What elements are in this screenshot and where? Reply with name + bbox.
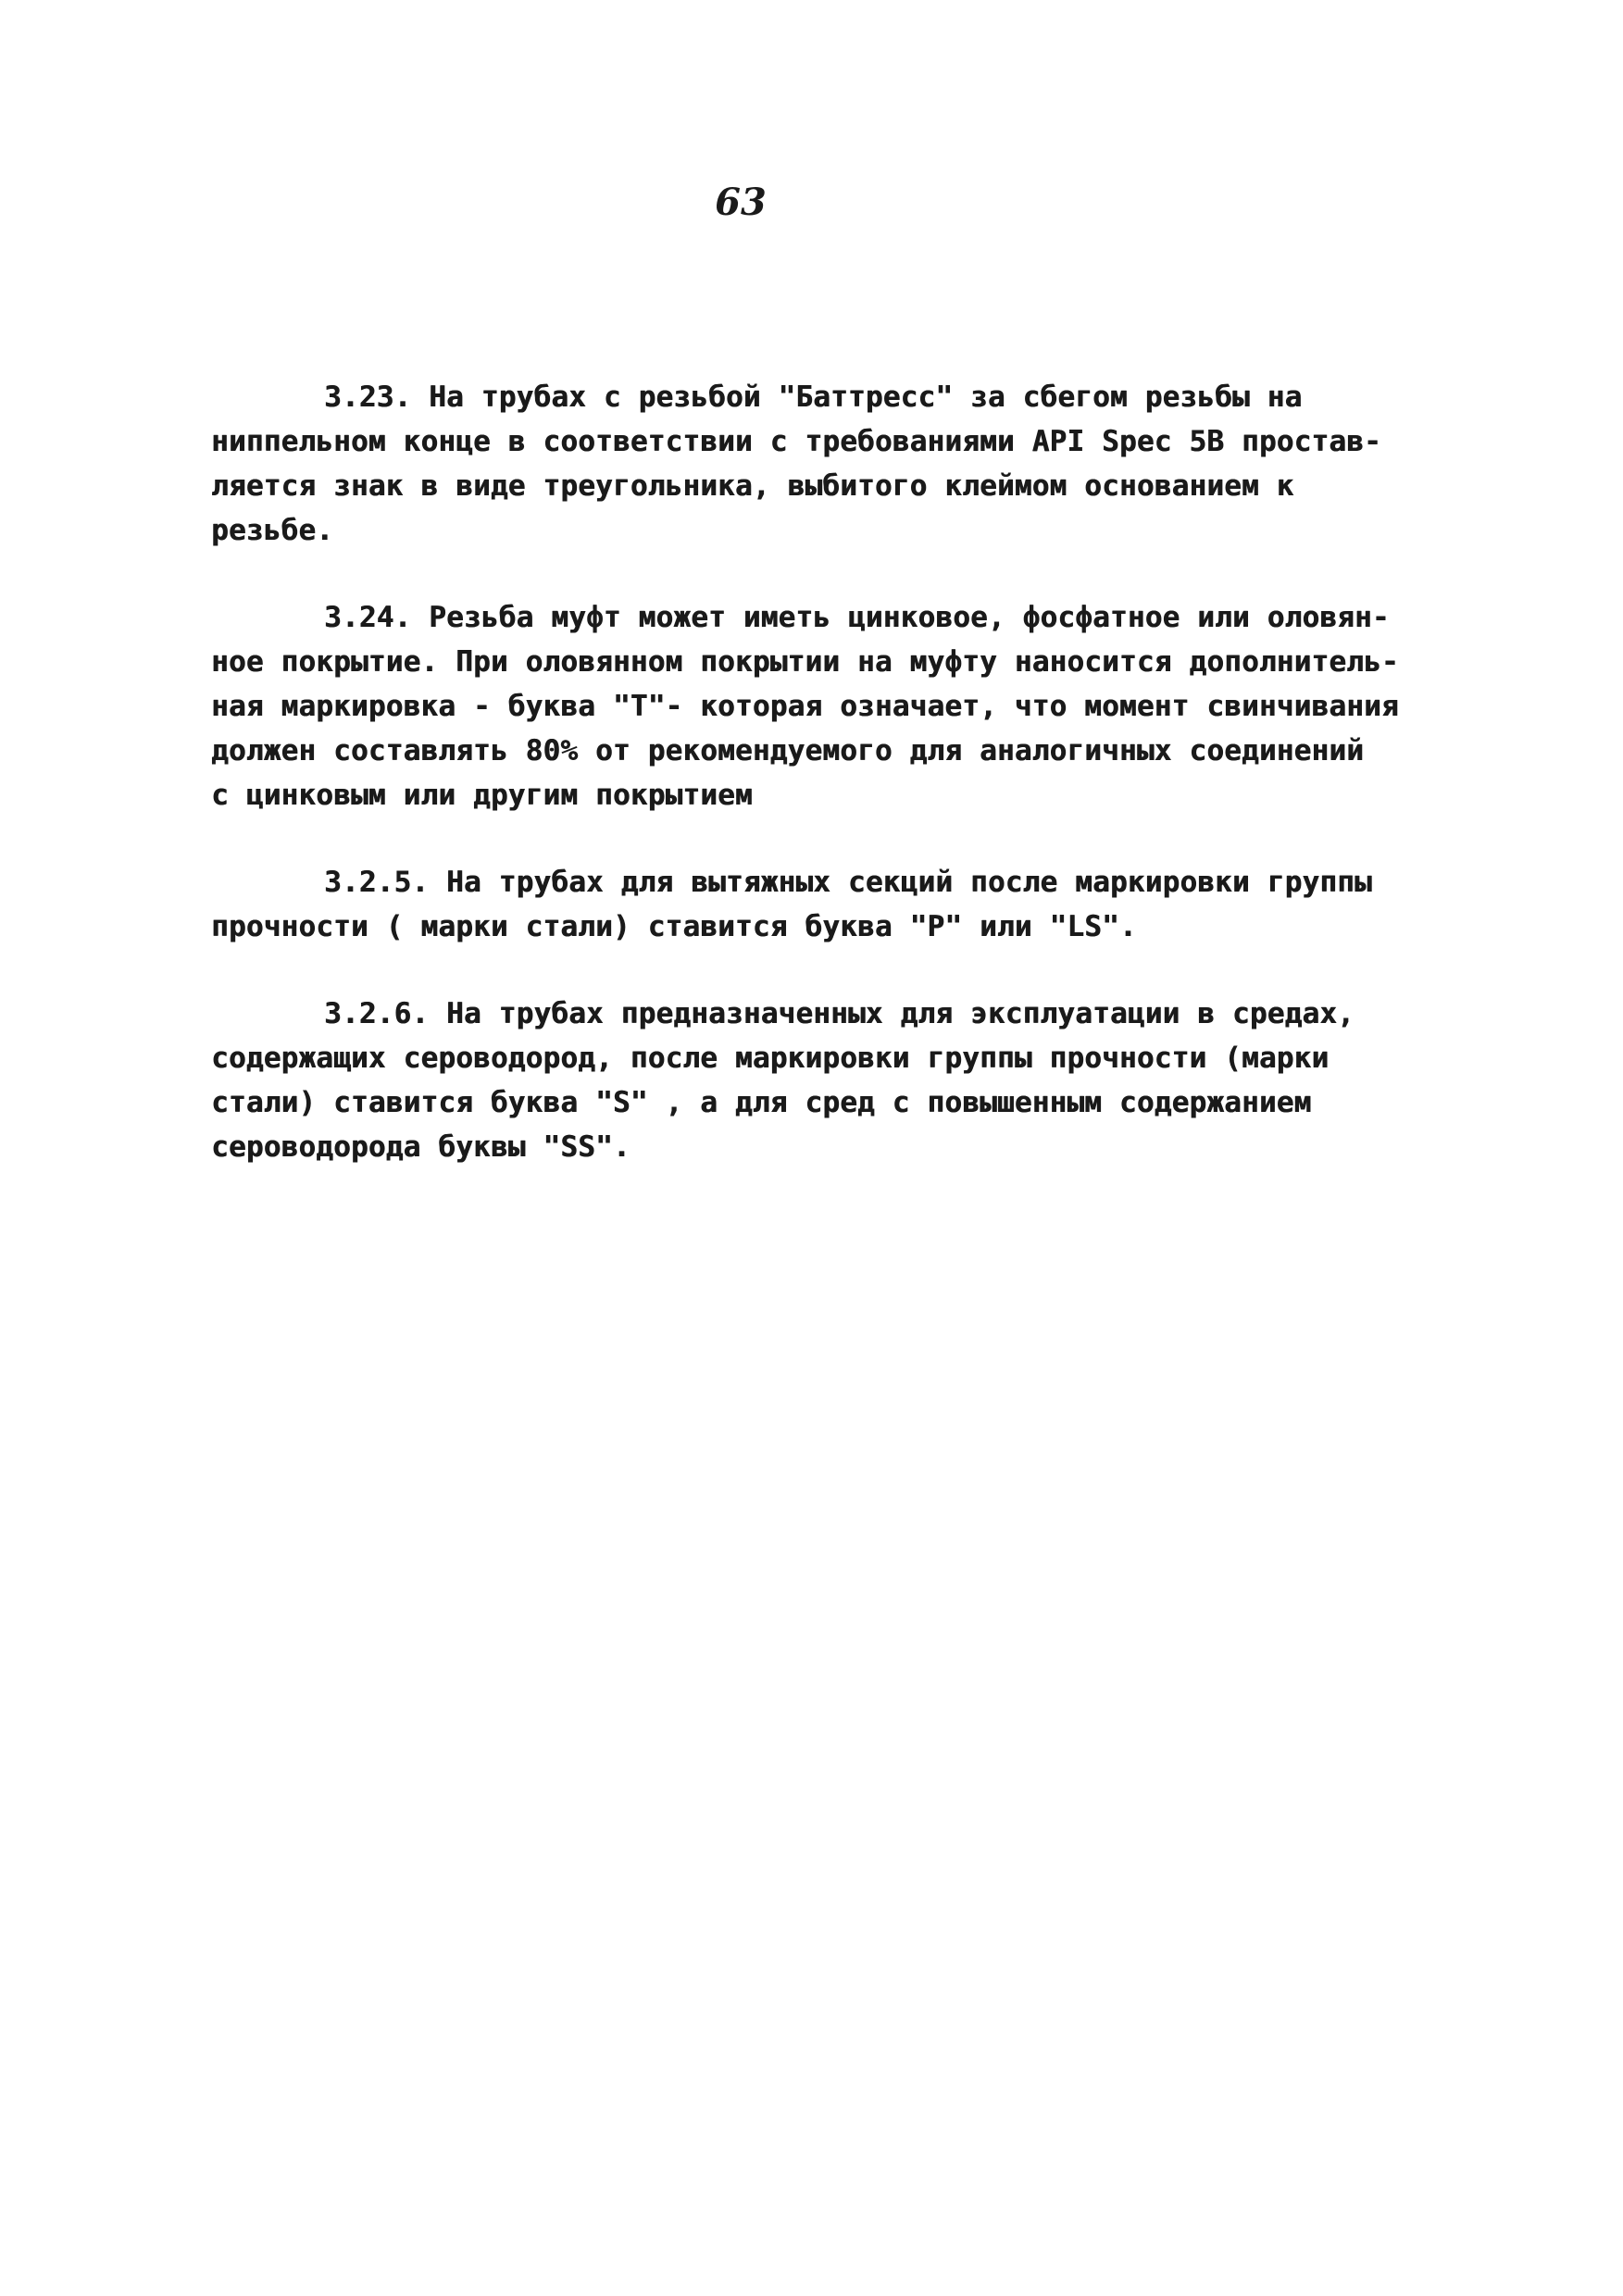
paragraph-3-2-3 (211, 375, 1442, 553)
text-line: ная маркировка - буква "Т"- которая означает, что момент свинчивания (211, 690, 1399, 723)
text-line: 3.2.5. На трубах для вытяжных секций после маркировки группы (324, 866, 1372, 899)
text-line: резьбе. (211, 514, 334, 547)
paragraph-3-2-5 (211, 860, 1442, 949)
page-number: 63 (715, 181, 767, 224)
text-line: 3.2.6. На трубах предназначенных для эксплуатации в средах, (324, 997, 1355, 1030)
text-line: прочности ( марки стали) ставится буква "P" или "LS". (211, 910, 1137, 943)
paragraph-3-2-6 (211, 992, 1442, 1169)
text-line: 3.23. На трубах с резьбой "Баттресс" за сбегом резьбы на (324, 381, 1303, 414)
text-line: ляется знак в виде треугольника, выбитого клеймом основанием к (211, 469, 1294, 503)
text-line: ное покрытие. При оловянном покрытии на муфту наносится дополнитель- (211, 645, 1399, 679)
body-text (211, 375, 1442, 1212)
text-line: ниппельном конце в соответствии с требованиями API Spec 5B простав- (211, 425, 1381, 458)
paragraph-3-2-4 (211, 595, 1442, 817)
text-line: содержащих сероводород, после маркировки группы прочности (марки (211, 1042, 1330, 1075)
text-line: стали) ставится буква "S" , а для сред с повышенным содержанием (211, 1086, 1312, 1119)
text-line: с цинковым или другим покрытием (211, 779, 753, 812)
text-line: 3.24. Резьба муфт может иметь цинковое, фосфатное или оловян- (324, 601, 1390, 634)
text-line: сероводорода буквы "SS". (211, 1130, 630, 1164)
text-line: должен составлять 80% от рекомендуемого для аналогичных соединений (211, 734, 1364, 767)
